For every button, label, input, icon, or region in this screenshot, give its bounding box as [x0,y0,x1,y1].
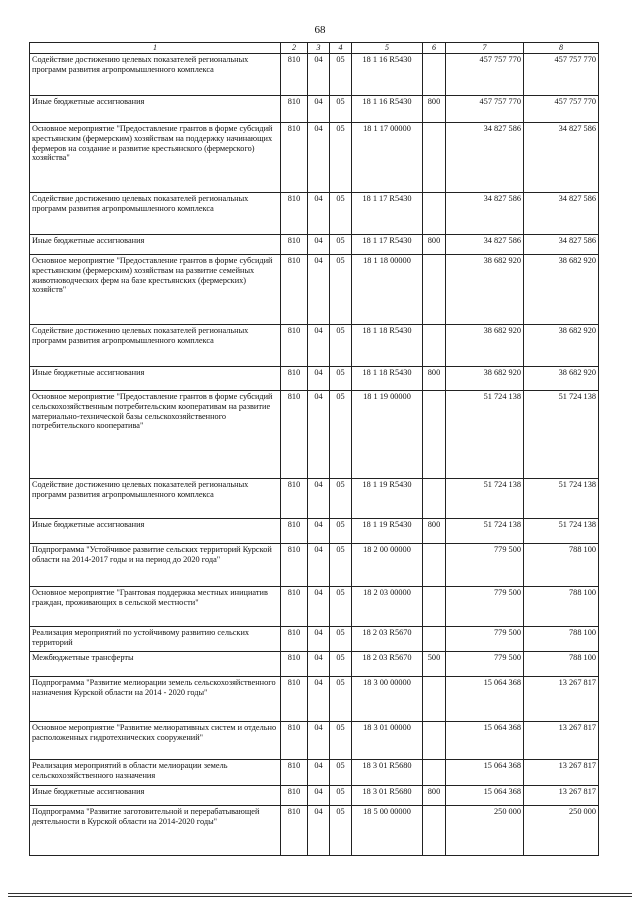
table-row [30,366,599,390]
row-amount-col8: 13 267 817 [524,759,599,785]
table-row [30,759,599,785]
row-amount-col7: 779 500 [446,543,524,586]
row-subsection-code: 05 [330,192,352,234]
row-amount-col7: 34 827 586 [446,192,524,234]
row-section-code: 04 [308,586,330,626]
row-amount-col8: 51 724 138 [524,390,599,478]
row-expense-type [423,676,446,721]
bottom-rule [8,893,632,894]
row-amount-col8: 13 267 817 [524,676,599,721]
table-row [30,192,599,234]
header-col-6: 6 [423,43,446,54]
table-row [30,651,599,676]
row-ministry-code: 810 [281,122,308,192]
row-section-code: 04 [308,234,330,254]
table-row [30,721,599,759]
row-name: Содействие достижению целевых показателей региональных программ развития агропромышленного комплекса [30,53,281,95]
row-ministry-code: 810 [281,53,308,95]
table-row [30,95,599,122]
row-name: Подпрограмма "Устойчивое развитие сельских территорий Курской области на 2014-2017 годы и на период до 2020 года" [30,543,281,586]
row-amount-col8: 457 757 770 [524,53,599,95]
row-name: Содействие достижению целевых показателей региональных программ развития агропромышленного комплекса [30,192,281,234]
table-row [30,676,599,721]
row-section-code: 04 [308,676,330,721]
row-target-article: 18 3 01 R5680 [352,785,423,805]
row-expense-type: 800 [423,785,446,805]
header-col-1: 1 [30,43,281,54]
row-target-article: 18 1 18 R5430 [352,366,423,390]
header-col-2: 2 [281,43,308,54]
row-target-article: 18 3 00 00000 [352,676,423,721]
row-name: Основное мероприятие "Предоставление грантов в форме субсидий крестьянским (фермерским) хозяйствам на развитие семейных животноводческих ферм на базе крестьянских (фермерских) хозяйств" [30,254,281,324]
row-amount-col7: 34 827 586 [446,122,524,192]
row-ministry-code: 810 [281,805,308,855]
row-section-code: 04 [308,53,330,95]
row-amount-col7: 38 682 920 [446,254,524,324]
row-subsection-code: 05 [330,95,352,122]
row-expense-type [423,324,446,366]
page-number: 68 [314,24,326,36]
row-target-article: 18 1 17 00000 [352,122,423,192]
row-target-article: 18 2 03 R5670 [352,651,423,676]
row-amount-col7: 15 064 368 [446,759,524,785]
row-ministry-code: 810 [281,543,308,586]
row-ministry-code: 810 [281,759,308,785]
row-name: Иные бюджетные ассигнования [30,234,281,254]
table-row [30,53,599,95]
row-target-article: 18 2 00 00000 [352,543,423,586]
row-amount-col8: 788 100 [524,543,599,586]
row-subsection-code: 05 [330,122,352,192]
table-row [30,626,599,651]
row-section-code: 04 [308,366,330,390]
row-target-article: 18 5 00 00000 [352,805,423,855]
row-subsection-code: 05 [330,586,352,626]
row-subsection-code: 05 [330,254,352,324]
row-expense-type: 800 [423,518,446,543]
table-row [30,586,599,626]
header-col-3: 3 [308,43,330,54]
row-ministry-code: 810 [281,95,308,122]
row-ministry-code: 810 [281,366,308,390]
row-target-article: 18 1 18 R5430 [352,324,423,366]
row-subsection-code: 05 [330,651,352,676]
row-target-article: 18 1 16 R5430 [352,53,423,95]
row-ministry-code: 810 [281,324,308,366]
row-target-article: 18 1 19 R5430 [352,478,423,518]
row-amount-col7: 457 757 770 [446,53,524,95]
row-section-code: 04 [308,785,330,805]
row-amount-col8: 34 827 586 [524,234,599,254]
row-amount-col7: 779 500 [446,651,524,676]
row-ministry-code: 810 [281,478,308,518]
row-amount-col7: 779 500 [446,626,524,651]
row-expense-type [423,53,446,95]
header-col-4: 4 [330,43,352,54]
row-subsection-code: 05 [330,543,352,586]
row-amount-col8: 34 827 586 [524,122,599,192]
row-amount-col7: 51 724 138 [446,518,524,543]
budget-table [29,42,599,856]
row-ministry-code: 810 [281,254,308,324]
row-amount-col8: 38 682 920 [524,366,599,390]
row-amount-col8: 13 267 817 [524,785,599,805]
row-section-code: 04 [308,805,330,855]
header-col-5: 5 [352,43,423,54]
row-name: Содействие достижению целевых показателей региональных программ развития агропромышленного комплекса [30,478,281,518]
row-expense-type: 800 [423,234,446,254]
row-ministry-code: 810 [281,234,308,254]
row-amount-col7: 250 000 [446,805,524,855]
table-row [30,234,599,254]
table-row [30,254,599,324]
row-subsection-code: 05 [330,518,352,543]
row-target-article: 18 3 01 R5680 [352,759,423,785]
row-section-code: 04 [308,95,330,122]
row-section-code: 04 [308,122,330,192]
row-target-article: 18 1 16 R5430 [352,95,423,122]
table-row [30,785,599,805]
row-expense-type: 500 [423,651,446,676]
row-section-code: 04 [308,626,330,651]
row-subsection-code: 05 [330,234,352,254]
row-amount-col7: 779 500 [446,586,524,626]
row-subsection-code: 05 [330,785,352,805]
row-ministry-code: 810 [281,390,308,478]
row-expense-type [423,478,446,518]
row-subsection-code: 05 [330,626,352,651]
row-amount-col8: 51 724 138 [524,478,599,518]
row-name: Основное мероприятие "Развитие мелиоративных систем и отдельно расположенных гидротехнических сооружений" [30,721,281,759]
row-name: Реализация мероприятий в области мелиорации земель сельскохозяйственного назначения [30,759,281,785]
row-name: Основное мероприятие "Грантовая поддержка местных инициатив граждан, проживающих в сельской местности" [30,586,281,626]
row-amount-col7: 34 827 586 [446,234,524,254]
row-expense-type [423,805,446,855]
row-expense-type [423,192,446,234]
row-name: Подпрограмма "Развитие заготовительной и перерабатывающей деятельности в Курской области на 2014-2020 годы" [30,805,281,855]
row-expense-type [423,122,446,192]
row-name: Иные бюджетные ассигнования [30,95,281,122]
row-amount-col7: 15 064 368 [446,676,524,721]
row-amount-col8: 788 100 [524,651,599,676]
table-row [30,390,599,478]
row-expense-type [423,721,446,759]
row-amount-col8: 250 000 [524,805,599,855]
header-row [30,43,599,54]
row-section-code: 04 [308,518,330,543]
row-subsection-code: 05 [330,53,352,95]
table-row [30,478,599,518]
row-expense-type [423,254,446,324]
row-section-code: 04 [308,324,330,366]
row-ministry-code: 810 [281,626,308,651]
row-section-code: 04 [308,478,330,518]
row-section-code: 04 [308,721,330,759]
header-col-7: 7 [446,43,524,54]
row-ministry-code: 810 [281,651,308,676]
row-subsection-code: 05 [330,324,352,366]
row-amount-col8: 457 757 770 [524,95,599,122]
row-amount-col7: 38 682 920 [446,324,524,366]
table-row [30,324,599,366]
row-name: Межбюджетные трансферты [30,651,281,676]
row-name: Основное мероприятие "Предоставление грантов в форме субсидий сельскохозяйственным потребительским кооперативам на развитие материально-технической базы сельскохозяйственного потребительского кооператива" [30,390,281,478]
row-ministry-code: 810 [281,785,308,805]
row-expense-type [423,390,446,478]
row-amount-col7: 51 724 138 [446,478,524,518]
row-amount-col8: 788 100 [524,626,599,651]
row-name: Иные бюджетные ассигнования [30,518,281,543]
row-target-article: 18 1 17 R5430 [352,192,423,234]
row-expense-type [423,586,446,626]
row-amount-col7: 15 064 368 [446,721,524,759]
row-target-article: 18 1 19 00000 [352,390,423,478]
bottom-rule-double [8,896,632,897]
row-target-article: 18 1 19 R5430 [352,518,423,543]
row-expense-type [423,543,446,586]
row-section-code: 04 [308,254,330,324]
row-section-code: 04 [308,651,330,676]
row-amount-col7: 51 724 138 [446,390,524,478]
row-expense-type [423,626,446,651]
header-col-8: 8 [524,43,599,54]
row-name: Реализация мероприятий по устойчивому развитию сельских территорий [30,626,281,651]
row-amount-col8: 34 827 586 [524,192,599,234]
row-subsection-code: 05 [330,805,352,855]
row-name: Иные бюджетные ассигнования [30,366,281,390]
row-subsection-code: 05 [330,390,352,478]
row-amount-col7: 15 064 368 [446,785,524,805]
row-name: Основное мероприятие "Предоставление грантов в форме субсидий крестьянским (фермерским) хозяйствам на поддержку начинающих фермеров на создание и развитие крестьянского (фермерского) хозяйства" [30,122,281,192]
row-subsection-code: 05 [330,676,352,721]
row-subsection-code: 05 [330,721,352,759]
row-expense-type: 800 [423,366,446,390]
row-target-article: 18 1 17 R5430 [352,234,423,254]
row-expense-type: 800 [423,95,446,122]
row-name: Подпрограмма "Развитие мелиорации земель сельскохозяйственного назначения Курской области на 2014 - 2020 годы" [30,676,281,721]
row-subsection-code: 05 [330,366,352,390]
row-section-code: 04 [308,192,330,234]
row-ministry-code: 810 [281,192,308,234]
row-expense-type [423,759,446,785]
row-target-article: 18 2 03 R5670 [352,626,423,651]
row-subsection-code: 05 [330,478,352,518]
row-amount-col7: 457 757 770 [446,95,524,122]
row-amount-col8: 38 682 920 [524,254,599,324]
row-amount-col8: 38 682 920 [524,324,599,366]
row-section-code: 04 [308,390,330,478]
table-body [30,53,599,855]
row-target-article: 18 1 18 00000 [352,254,423,324]
row-amount-col8: 788 100 [524,586,599,626]
row-ministry-code: 810 [281,721,308,759]
row-ministry-code: 810 [281,676,308,721]
row-name: Содействие достижению целевых показателей региональных программ развития агропромышленного комплекса [30,324,281,366]
row-amount-col8: 13 267 817 [524,721,599,759]
table-row [30,543,599,586]
row-amount-col8: 51 724 138 [524,518,599,543]
row-ministry-code: 810 [281,518,308,543]
row-name: Иные бюджетные ассигнования [30,785,281,805]
row-target-article: 18 3 01 00000 [352,721,423,759]
row-target-article: 18 2 03 00000 [352,586,423,626]
row-subsection-code: 05 [330,759,352,785]
row-ministry-code: 810 [281,586,308,626]
table-row [30,518,599,543]
table-row [30,122,599,192]
row-amount-col7: 38 682 920 [446,366,524,390]
table-row [30,805,599,855]
row-section-code: 04 [308,543,330,586]
row-section-code: 04 [308,759,330,785]
